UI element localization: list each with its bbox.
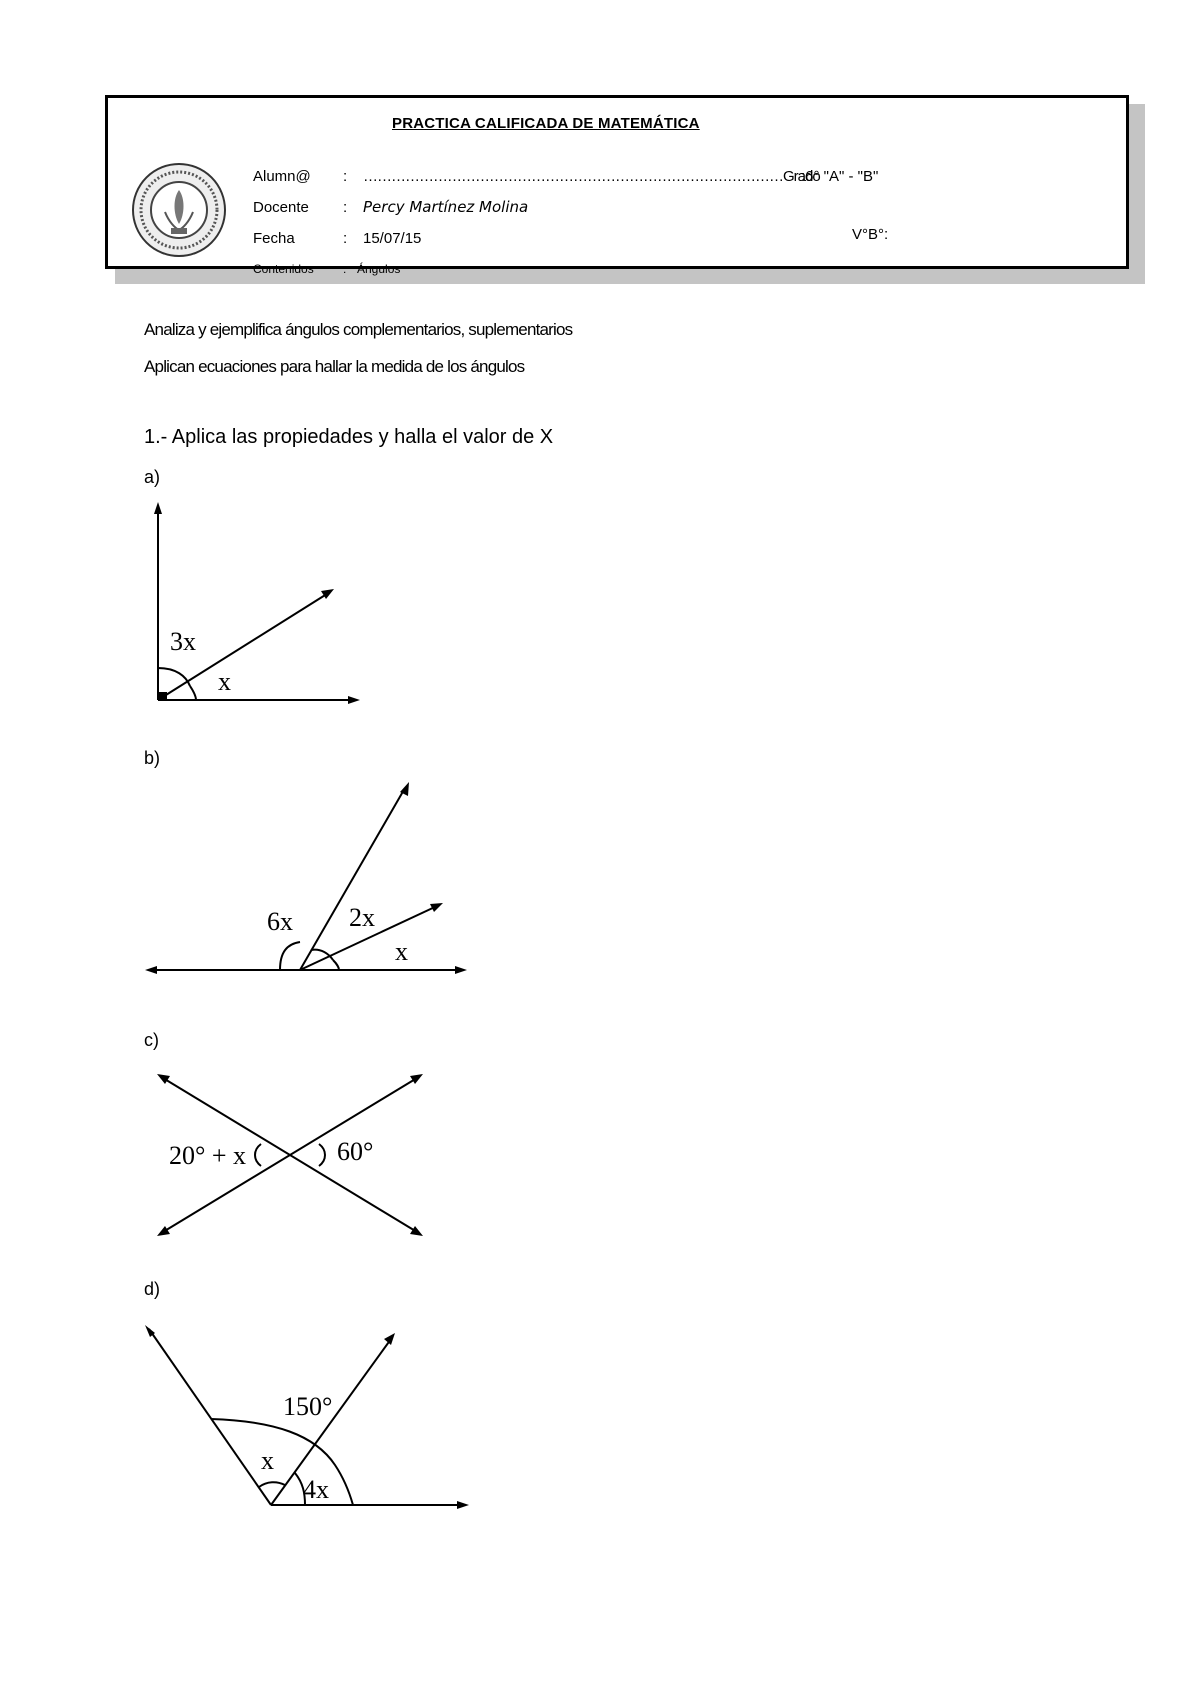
fecha-separator: : (343, 230, 348, 247)
part-a-label: a) (144, 467, 161, 487)
docente-value: Percy Martínez Molina (363, 198, 529, 216)
angle-label-6x: 6x (267, 907, 293, 936)
angle-label-x: x (261, 1446, 274, 1475)
school-seal-logo (131, 162, 227, 258)
page-title: PRACTICA CALIFICADA DE MATEMÁTICA (392, 115, 700, 132)
angle-label-x: x (395, 937, 408, 966)
angle-label-3x: 3x (170, 627, 196, 656)
part-b-label: b) (144, 748, 161, 768)
fecha-value: 15/07/15 (363, 230, 422, 247)
alumno-separator: : (343, 168, 348, 185)
grado-value: :6° "A" - "B" (801, 168, 879, 185)
docente-separator: : (343, 199, 348, 216)
alumno-value: ………………………………………………………………………………Grado (363, 168, 820, 185)
figure-b (145, 780, 475, 980)
vb-label: V°B°: (852, 226, 889, 243)
figure-d (145, 1325, 475, 1515)
objective-2: Aplican ecuaciones para hallar la medida de los ángulos (144, 357, 525, 376)
contenidos-separator: : (343, 262, 347, 276)
angle-label-4x: 4x (303, 1475, 329, 1504)
objective-1: Analiza y ejemplifica ángulos complementarios, suplementarios (144, 320, 573, 339)
contenidos-value: Ángulos (357, 262, 401, 276)
angle-label-x: x (218, 667, 231, 696)
alumno-label: Alumn@ (253, 168, 311, 185)
fecha-label: Fecha (253, 230, 295, 247)
part-d-label: d) (144, 1279, 161, 1299)
angle-label-2x: 2x (349, 903, 375, 932)
contenidos-label: Contenidos (253, 262, 314, 276)
docente-label: Docente (253, 199, 309, 216)
angle-label-60: 60° (337, 1137, 374, 1166)
angle-label-20-plus-x: 20° + x (169, 1141, 247, 1170)
figure-a (150, 500, 370, 710)
figure-c (155, 1070, 425, 1240)
part-c-label: c) (144, 1030, 159, 1050)
question-statement: 1.- Aplica las propiedades y halla el valor de X (144, 426, 554, 448)
angle-label-150: 150° (283, 1392, 333, 1421)
